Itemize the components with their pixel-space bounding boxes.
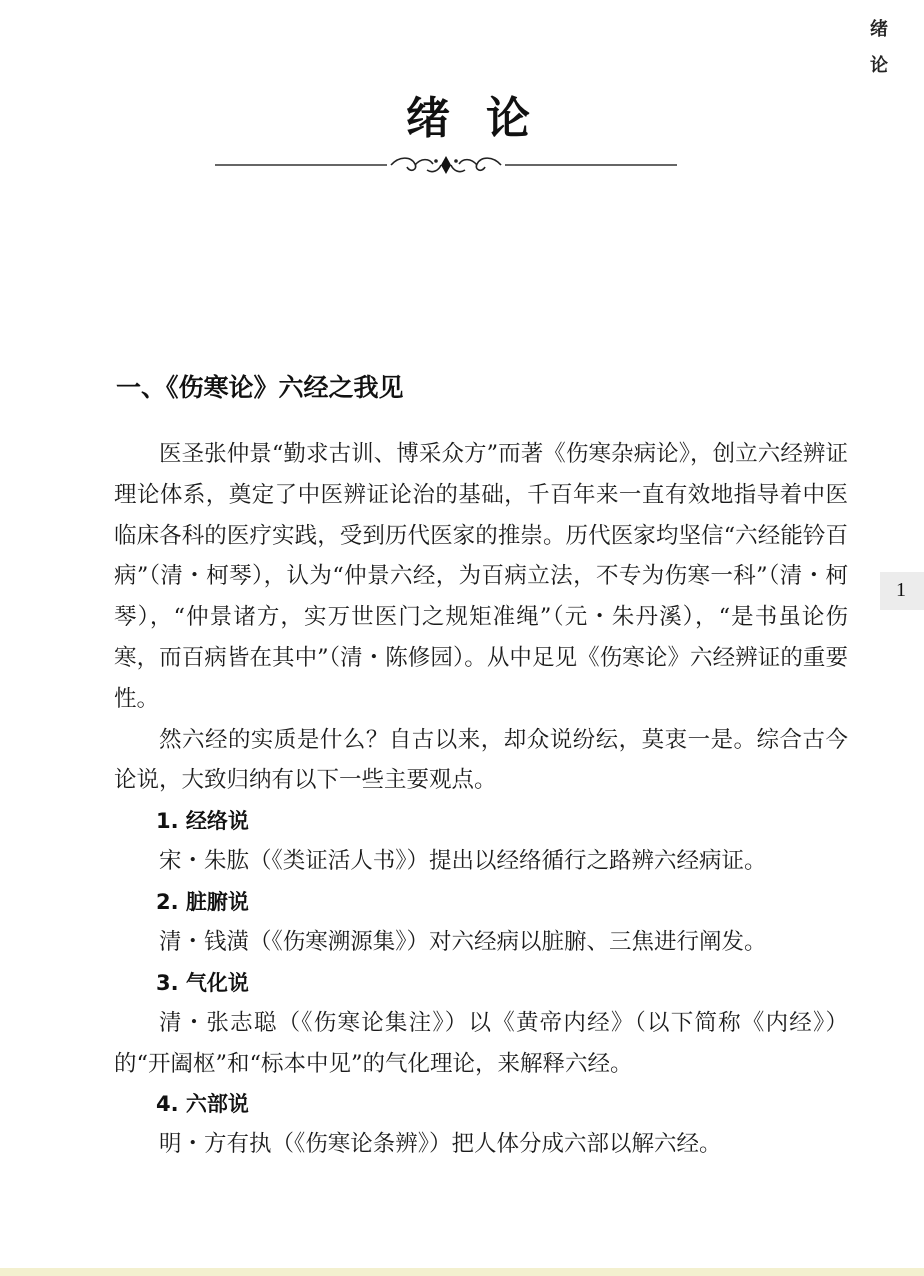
viewpoint-text: 清・张志聪（《伤寒论集注》）以《黄帝内经》（以下简称《内经》）的“开阖枢”和“标本中见”的气化理论，来解释六经。 (114, 1009, 848, 1077)
viewpoint-text: 宋・朱肱（《类证活人书》）提出以经络循行之路辨六经病证。 (159, 848, 767, 875)
section-heading: 一、《伤寒论》六经之我见 (116, 373, 404, 402)
viewpoint-heading: 3. 气化说 (156, 970, 249, 995)
ornamental-divider-icon (215, 152, 677, 178)
running-head (866, 12, 892, 84)
chapter-title: 绪论 (406, 93, 566, 144)
viewpoint-text: 明・方有执（《伤寒论条辨》）把人体分成六部以解六经。 (159, 1131, 722, 1158)
viewpoint-heading: 2. 脏腑说 (156, 889, 249, 914)
viewpoint-heading: 1. 经络说 (156, 809, 249, 834)
page-number: 1 (896, 579, 906, 601)
viewpoint-heading: 4. 六部说 (156, 1092, 249, 1117)
page-bottom-edge (0, 1268, 924, 1276)
running-head-char: 论 (870, 55, 888, 76)
running-head-char: 绪 (870, 19, 888, 40)
viewpoint-text: 清・钱潢（《伤寒溯源集》）对六经病以脏腑、三焦进行阐发。 (159, 928, 767, 955)
paragraph: 然六经的实质是什么？自古以来，却众说纷纭，莫衷一是。综合古今论说，大致归纳有以下一些主要观点。 (114, 726, 848, 794)
body-text (114, 434, 848, 1165)
paragraph: 医圣张仲景“勤求古训、博采众方”而著《伤寒杂病论》，创立六经辨证理论体系，奠定了中医辨证论治的基础，千百年来一直有效地指导着中医临床各科的医疗实践，受到历代医家的推崇。历代医家均坚信“六经能钤百病”（清・柯琴），认为“仲景六经，为百病立法，不专为伤寒一科”（清・柯琴），“仲景诸方，实万世医门之规矩准绳”（元・朱丹溪），“是书虽论伤寒，而百病皆在其中”（清・陈修园）。从中足见《伤寒论》六经辨证的重要性。 (114, 441, 848, 712)
